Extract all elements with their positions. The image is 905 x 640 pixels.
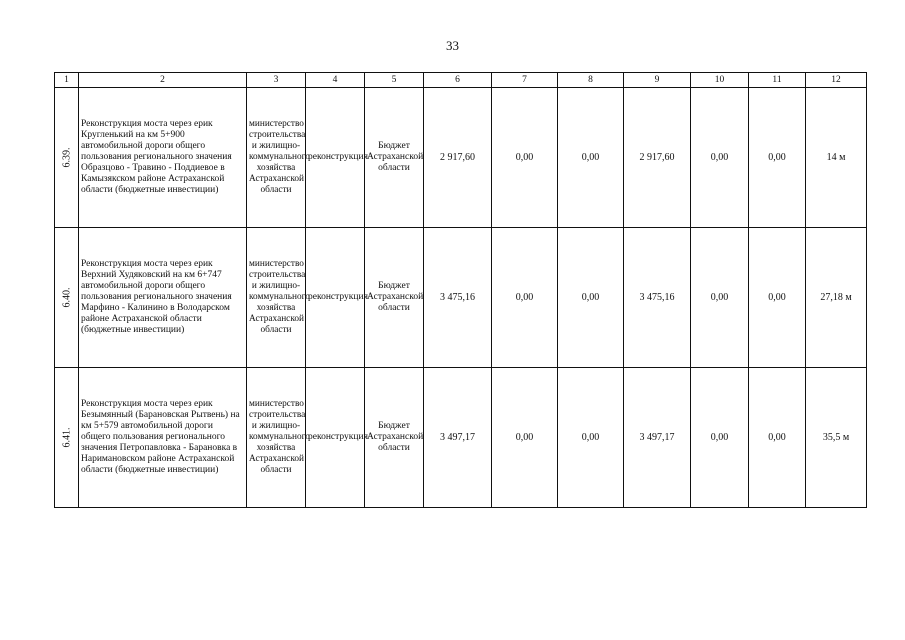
funding-source: Бюджет Астраханской области	[365, 88, 424, 228]
row-number: 6.40.	[61, 287, 73, 307]
value-col-11: 0,00	[749, 368, 806, 508]
row-number-cell	[55, 228, 79, 368]
header-cell: 3	[247, 73, 306, 88]
value-col-10: 0,00	[691, 368, 749, 508]
work-type: реконструкция	[306, 368, 365, 508]
value-col-6: 3 497,17	[424, 368, 492, 508]
header-cell: 1	[55, 73, 79, 88]
bridge-length: 27,18 м	[806, 228, 867, 368]
header-cell: 8	[558, 73, 624, 88]
value-col-9: 3 497,17	[624, 368, 691, 508]
value-col-8: 0,00	[558, 88, 624, 228]
responsible-org: министерство строительства и жилищно-коммунального хозяйства Астраханской области	[247, 368, 306, 508]
row-number-cell	[55, 88, 79, 228]
value-col-7: 0,00	[492, 368, 558, 508]
row-number: 6.39.	[61, 147, 73, 167]
value-col-6: 2 917,60	[424, 88, 492, 228]
value-col-7: 0,00	[492, 228, 558, 368]
header-cell: 4	[306, 73, 365, 88]
work-type: реконструкция	[306, 228, 365, 368]
responsible-org: министерство строительства и жилищно-коммунального хозяйства Астраханской области	[247, 88, 306, 228]
row-number-cell	[55, 368, 79, 508]
value-col-11: 0,00	[749, 88, 806, 228]
work-type: реконструкция	[306, 88, 365, 228]
header-cell: 9	[624, 73, 691, 88]
value-col-9: 3 475,16	[624, 228, 691, 368]
table-row	[55, 88, 867, 228]
funding-source: Бюджет Астраханской области	[365, 368, 424, 508]
header-cell: 12	[806, 73, 867, 88]
value-col-9: 2 917,60	[624, 88, 691, 228]
bridge-length: 14 м	[806, 88, 867, 228]
value-col-11: 0,00	[749, 228, 806, 368]
header-cell: 11	[749, 73, 806, 88]
row-number: 6.41.	[61, 427, 73, 447]
object-name: Реконструкция моста через ерик Кругленький на км 5+900 автомобильной дороги общего пользования регионального значения Образцово - Травино - Поддиевое в Камызякском районе Астраханской области (бюджетные инвестиции)	[79, 88, 247, 228]
table-row	[55, 228, 867, 368]
value-col-8: 0,00	[558, 368, 624, 508]
object-name: Реконструкция моста через ерик Верхний Худяковский на км 6+747 автомобильной дороги общего пользования регионального значения Марфино - Калинино в Володарском районе Астраханской области (бюджетные инвестиции)	[79, 228, 247, 368]
header-cell: 7	[492, 73, 558, 88]
page-number: 33	[446, 38, 459, 53]
responsible-org: министерство строительства и жилищно-коммунального хозяйства Астраханской области	[247, 228, 306, 368]
value-col-10: 0,00	[691, 88, 749, 228]
header-row	[55, 73, 867, 88]
value-col-7: 0,00	[492, 88, 558, 228]
budget-table	[54, 72, 867, 508]
bridge-length: 35,5 м	[806, 368, 867, 508]
value-col-6: 3 475,16	[424, 228, 492, 368]
header-cell: 10	[691, 73, 749, 88]
object-name: Реконструкция моста через ерик Безымянный (Барановская Рытвень) на км 5+579 автомобильной дороги общего пользования регионального значения Петропавловка - Барановка в Наримановском районе Астраханской области (бюджетные инвестиции)	[79, 368, 247, 508]
table-row	[55, 368, 867, 508]
header-cell: 5	[365, 73, 424, 88]
header-cell: 6	[424, 73, 492, 88]
value-col-8: 0,00	[558, 228, 624, 368]
value-col-10: 0,00	[691, 228, 749, 368]
header-cell: 2	[79, 73, 247, 88]
funding-source: Бюджет Астраханской области	[365, 228, 424, 368]
